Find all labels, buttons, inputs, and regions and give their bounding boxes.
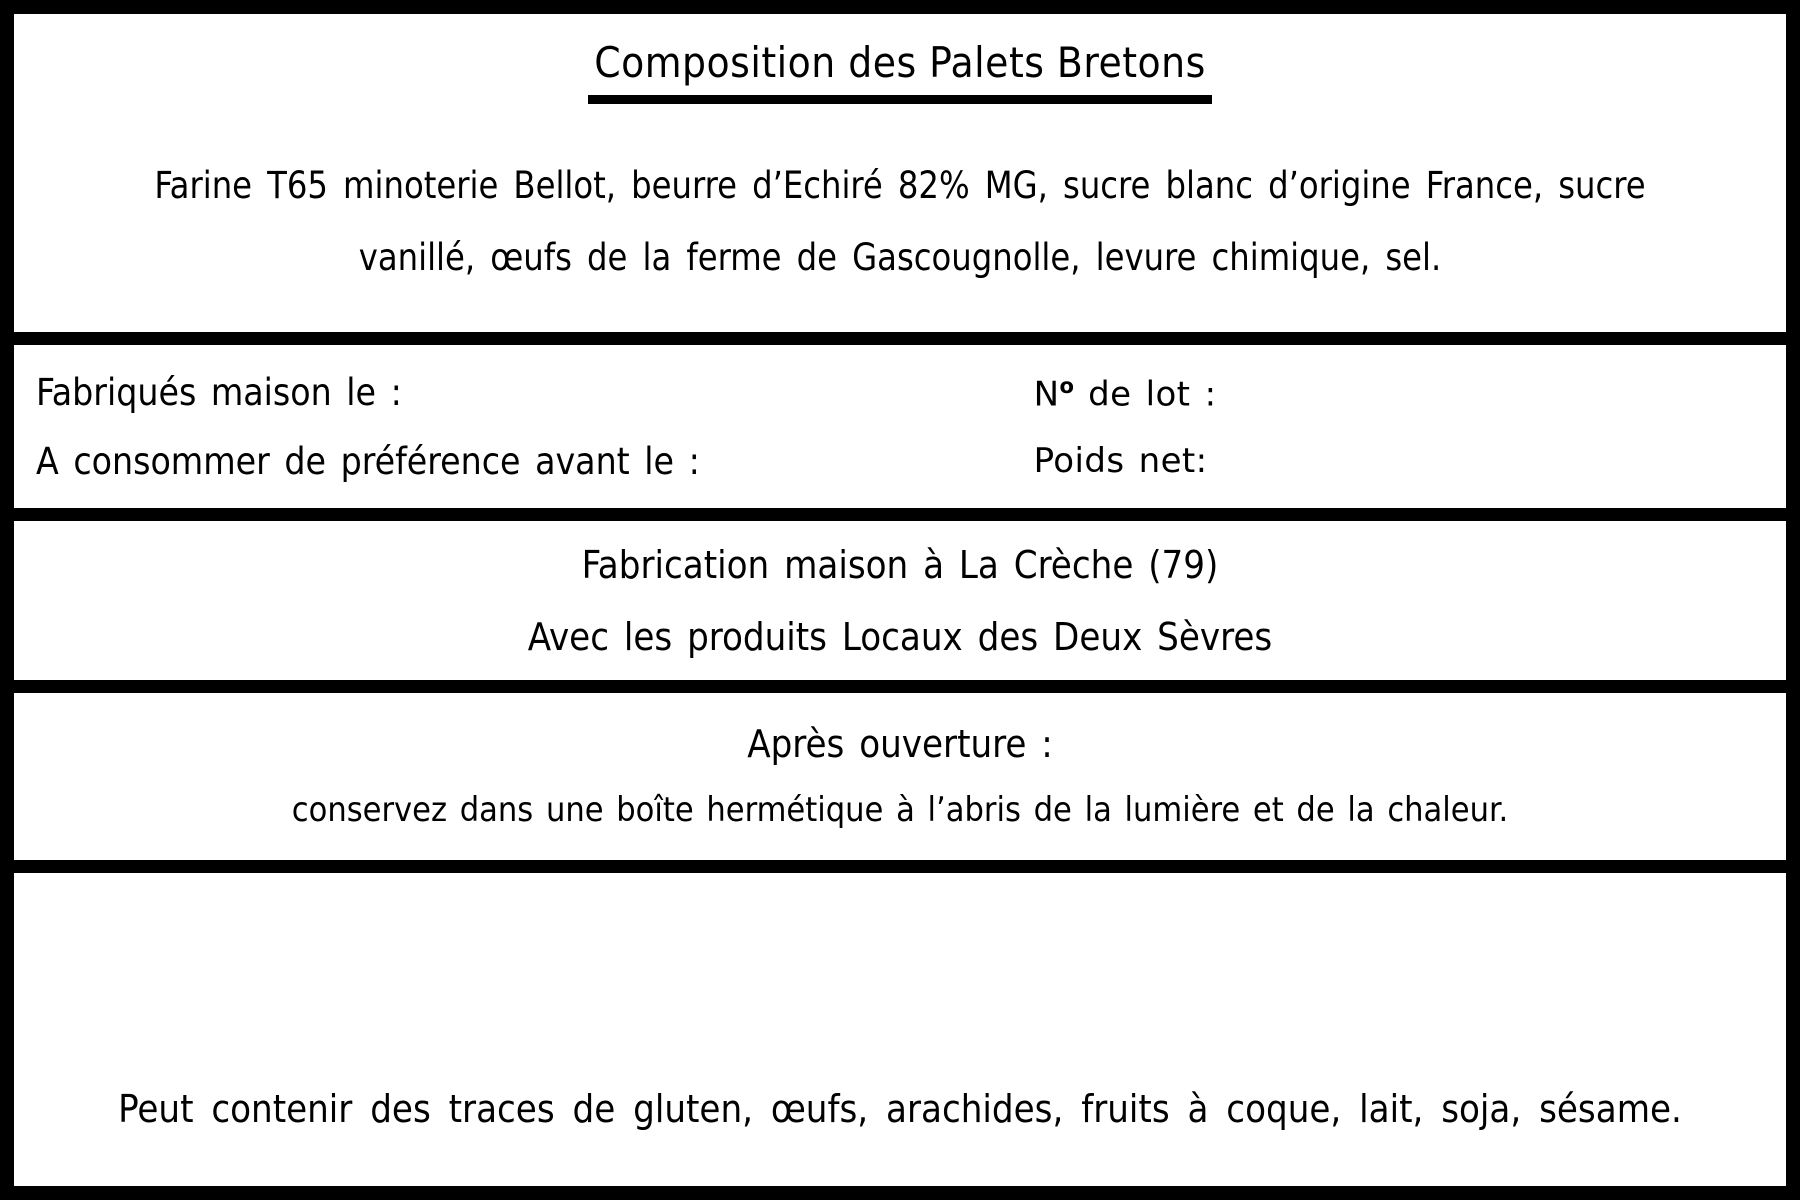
lot-number-label [1034, 359, 1217, 427]
storage-text: conservez dans une boîte hermétique à l’abris de la lumière et de la chaleur. [291, 789, 1509, 830]
composition-section [14, 14, 1786, 332]
best-before-label: A consommer de préférence avant le : [36, 439, 700, 483]
ingredients-text: Farine T65 minoterie Bellot, beurre d’Echiré 82% MG, sucre blanc d’origine France, sucre vanillé, œufs de la ferme de Gascougnolle, levure chimique, sel. [154, 164, 1646, 280]
lot-number-label-superscript: o [1059, 373, 1074, 399]
page-title-text: Composition des Palets Bretons [588, 38, 1212, 104]
fields-column-left [14, 345, 994, 508]
allergens-section [14, 860, 1786, 1186]
made-on-label: Fabriqués maison le : [36, 370, 402, 414]
lot-number-label-suffix: de lot : [1073, 374, 1217, 415]
fields-section [14, 332, 1786, 508]
allergens-text: Peut contenir des traces de gluten, œufs, arachides, fruits à coque, lait, soja, sésame. [118, 1087, 1682, 1131]
storage-section [14, 680, 1786, 860]
lot-number-label-prefix: N [1033, 374, 1060, 415]
origin-line-2: Avec les produits Locaux des Deux Sèvres [527, 614, 1273, 659]
origin-line-1: Fabrication maison à La Crèche (79) [581, 542, 1219, 587]
origin-section [14, 508, 1786, 680]
page-title [14, 14, 1786, 104]
storage-heading: Après ouverture : [747, 721, 1053, 766]
net-weight-label: Poids net: [1033, 440, 1208, 481]
fields-column-right [994, 345, 1786, 508]
